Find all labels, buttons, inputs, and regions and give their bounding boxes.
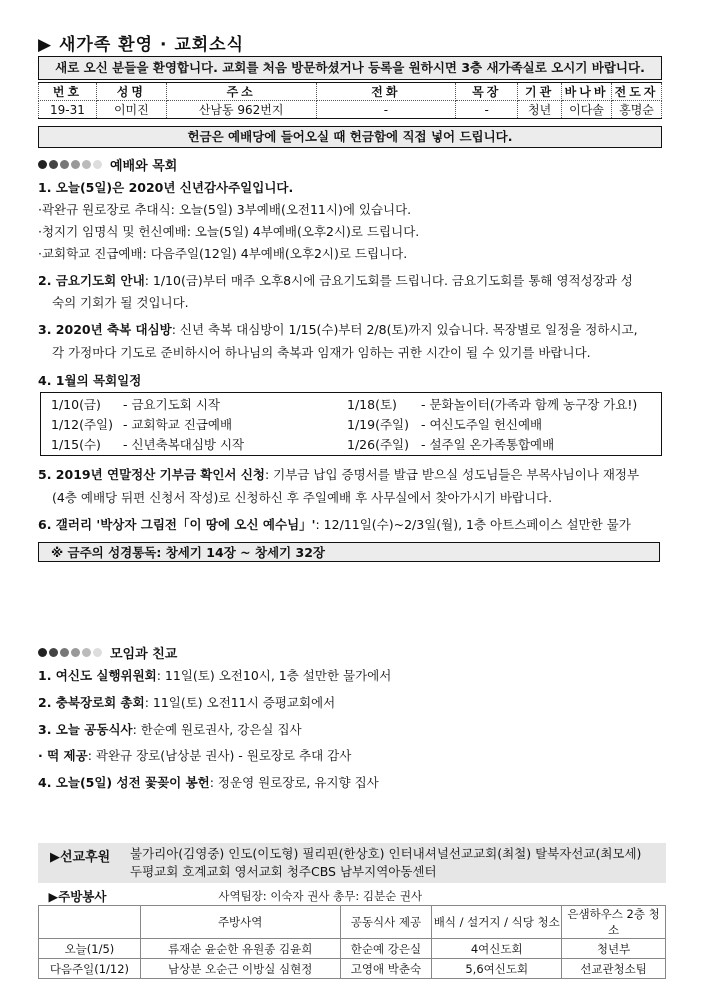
item-text: : 12/11일(수)~2/3일(월), 1층 아트스페이스 설만한 물가 bbox=[315, 517, 631, 532]
cell-kitchen: 류재순 윤순한 유원종 김윤희 bbox=[140, 939, 340, 959]
table-header-row bbox=[39, 83, 662, 101]
kitchen-staff: 사역팀장: 이숙자 권사 총무: 김분순 권사 bbox=[140, 886, 665, 906]
item-5 bbox=[38, 466, 639, 484]
item-label: 2. 충북장로회 총회 bbox=[38, 695, 145, 710]
item-5-continued: (4층 예배당 뒤편 신청서 작성)로 신청하신 후 주일예배 후 사무실에서 찾아가시기 바랍니다. bbox=[52, 490, 553, 505]
schedule-date: 1/18(토) bbox=[347, 397, 397, 412]
item-2-continued: 숙의 기회가 될 것입니다. bbox=[52, 295, 189, 310]
col-name: 성명 bbox=[96, 83, 166, 101]
cell-serving: 4여신도회 bbox=[432, 939, 562, 959]
item-label: 6. 갤러리 '박상자 그림전「이 땅에 오신 예수님」' bbox=[38, 517, 316, 532]
item-text: : 1/10(금)부터 매주 오후8시에 금요기도회를 드립니다. 금요기도회를 통해 영적성장과 성 bbox=[144, 273, 633, 288]
item-text: : 정운영 원로장로, 유지향 집사 bbox=[209, 775, 379, 790]
item-text: : 신년 축복 대심방이 1/15(수)부터 2/8(토)까지 있습니다. 목장별로 일정을 정하시고, bbox=[171, 322, 638, 337]
item-label: 3. 2020년 축복 대심방 bbox=[38, 322, 172, 337]
col-meal: 공동식사 제공 bbox=[340, 906, 432, 939]
cell-name: 이미진 bbox=[96, 101, 166, 119]
item-1-bullet: ·곽완규 원로장로 추대식: 오늘(5일) 3부예배(오전11시)에 있습니다. bbox=[38, 202, 412, 217]
item-2 bbox=[38, 272, 633, 290]
cell-serving: 5,6여신도회 bbox=[432, 959, 562, 979]
col-phone: 전화 bbox=[316, 83, 456, 101]
offering-notice: 헌금은 예배당에 들어오실 때 헌금함에 직접 넣어 드립니다. bbox=[38, 126, 662, 148]
section-title-worship bbox=[38, 155, 177, 174]
kitchen-service-table bbox=[38, 886, 666, 979]
section-label: 모임과 친교 bbox=[110, 647, 178, 662]
schedule-event: - 금요기도회 시작 bbox=[123, 397, 220, 412]
schedule-date: 1/26(주일) bbox=[347, 437, 409, 452]
item-text: : 11일(토) 오전10시, 1층 설만한 물가에서 bbox=[156, 668, 392, 683]
col-cleaning: 은샘하우스 2층 청소 bbox=[562, 906, 666, 939]
section-dots-icon bbox=[38, 648, 102, 657]
col-evangelist: 전도자 bbox=[612, 83, 662, 101]
schedule-date: 1/15(수) bbox=[51, 437, 101, 452]
kitchen-label: ▶주방봉사 bbox=[39, 886, 141, 906]
schedule-event: - 교회학교 진급예배 bbox=[123, 417, 233, 432]
cell-date: 다음주일(1/12) bbox=[39, 959, 141, 979]
item-label: 4. 오늘(5일) 성전 꽃꽂이 봉헌 bbox=[38, 775, 210, 790]
schedule-event: - 설주일 온가족통합예배 bbox=[421, 437, 555, 452]
item-label: 3. 오늘 공동식사 bbox=[38, 722, 133, 737]
cell-meal: 한순예 강은실 bbox=[340, 939, 432, 959]
col-blank bbox=[39, 906, 141, 939]
list-item bbox=[38, 774, 379, 792]
cell-barnabas: 이다솔 bbox=[562, 101, 612, 119]
item-4-title: 4. 1월의 목회일정 bbox=[38, 373, 142, 388]
item-label: 1. 여신도 실행위원회 bbox=[38, 668, 157, 683]
mission-label: ▶선교후원 bbox=[50, 850, 111, 865]
list-item bbox=[38, 747, 351, 765]
newcomer-table bbox=[38, 82, 662, 119]
welcome-banner: 새로 오신 분들을 환영합니다. 교회를 처음 방문하셨거나 등록을 원하시면 3층 새가족실로 오시기 바랍니다. bbox=[38, 56, 662, 80]
cell-number: 19-31 bbox=[39, 101, 97, 119]
list-item bbox=[38, 667, 391, 685]
cell-cleaning: 선교관청소팀 bbox=[562, 959, 666, 979]
table-row bbox=[39, 959, 666, 979]
item-1-bullet: ·청지기 임명식 및 헌신예배: 오늘(5일) 4부예배(오후2시)로 드립니다. bbox=[38, 224, 420, 239]
col-serving: 배식 / 설거지 / 식당 청소 bbox=[432, 906, 562, 939]
list-item bbox=[38, 694, 335, 712]
bible-reading-box: ※ 금주의 성경통독: 창세기 14장 ~ 창세기 32장 bbox=[38, 542, 660, 562]
col-mokjang: 목장 bbox=[456, 83, 518, 101]
item-3-continued: 각 가정마다 기도로 준비하시어 하나님의 축복과 임재가 임하는 귀한 시간이 될 수 있기를 바랍니다. bbox=[52, 345, 591, 360]
item-text: : 곽완규 장로(남상분 권사) - 원로장로 추대 감사 bbox=[87, 748, 352, 763]
item-text: : 11일(토) 오전11시 증평교회에서 bbox=[144, 695, 336, 710]
table-header-row bbox=[39, 906, 666, 939]
table-row bbox=[39, 939, 666, 959]
item-1-title: 1. 오늘(5일)은 2020년 신년감사주일입니다. bbox=[38, 180, 294, 195]
cell-mokjang: - bbox=[456, 101, 518, 119]
section-dots-icon bbox=[38, 160, 102, 169]
kitchen-title-row bbox=[39, 886, 666, 906]
section-title-fellowship bbox=[38, 643, 177, 662]
mission-line: 두평교회 호계교회 영서교회 청주CBS 남부지역아동센터 bbox=[130, 864, 437, 879]
cell-kitchen: 남상분 오순근 이방실 심현정 bbox=[140, 959, 340, 979]
cell-org: 청년 bbox=[518, 101, 562, 119]
cell-evangelist: 홍명순 bbox=[612, 101, 662, 119]
item-text: : 기부금 납입 증명서를 발급 받으실 성도님들은 부목사님이나 재정부 bbox=[264, 467, 640, 482]
col-address: 주소 bbox=[166, 83, 316, 101]
schedule-date: 1/19(주일) bbox=[347, 417, 409, 432]
cell-address: 산남동 962번지 bbox=[166, 101, 316, 119]
list-item bbox=[38, 721, 302, 739]
col-number: 번호 bbox=[39, 83, 97, 101]
cell-cleaning: 청년부 bbox=[562, 939, 666, 959]
schedule-event: - 신년축복대심방 시작 bbox=[123, 437, 245, 452]
item-label: 5. 2019년 연말정산 기부금 확인서 신청 bbox=[38, 467, 265, 482]
schedule-event: - 여신도주일 헌신예배 bbox=[421, 417, 543, 432]
col-kitchen: 주방사역 bbox=[140, 906, 340, 939]
table-row bbox=[39, 101, 662, 119]
page-title: ▶ 새가족 환영 · 교회소식 bbox=[38, 35, 245, 55]
item-1-bullet: ·교회학교 진급예배: 다음주일(12일) 4부예배(오후2시)로 드립니다. bbox=[38, 246, 408, 261]
schedule-date: 1/12(주일) bbox=[51, 417, 113, 432]
cell-phone: - bbox=[316, 101, 456, 119]
item-label: 2. 금요기도회 안내 bbox=[38, 273, 145, 288]
item-label: · 떡 제공 bbox=[38, 748, 88, 763]
col-barnabas: 바나바 bbox=[562, 83, 612, 101]
item-6 bbox=[38, 516, 631, 534]
item-text: : 한순예 원로권사, 강은실 집사 bbox=[132, 722, 302, 737]
cell-date: 오늘(1/5) bbox=[39, 939, 141, 959]
mission-line: 불가리아(김영중) 인도(이도형) 필리핀(한상호) 인터내셔널선교교회(최철) 탈북자선교(최모세) bbox=[130, 846, 642, 861]
schedule-date: 1/10(금) bbox=[51, 397, 101, 412]
section-label: 예배와 목회 bbox=[110, 159, 178, 174]
schedule-box bbox=[40, 392, 662, 456]
mission-support-box bbox=[38, 843, 666, 883]
schedule-event: - 문화놀이터(가족과 함께 농구장 가요!) bbox=[421, 397, 638, 412]
col-org: 기관 bbox=[518, 83, 562, 101]
item-3 bbox=[38, 321, 638, 339]
cell-meal: 고영애 박춘숙 bbox=[340, 959, 432, 979]
